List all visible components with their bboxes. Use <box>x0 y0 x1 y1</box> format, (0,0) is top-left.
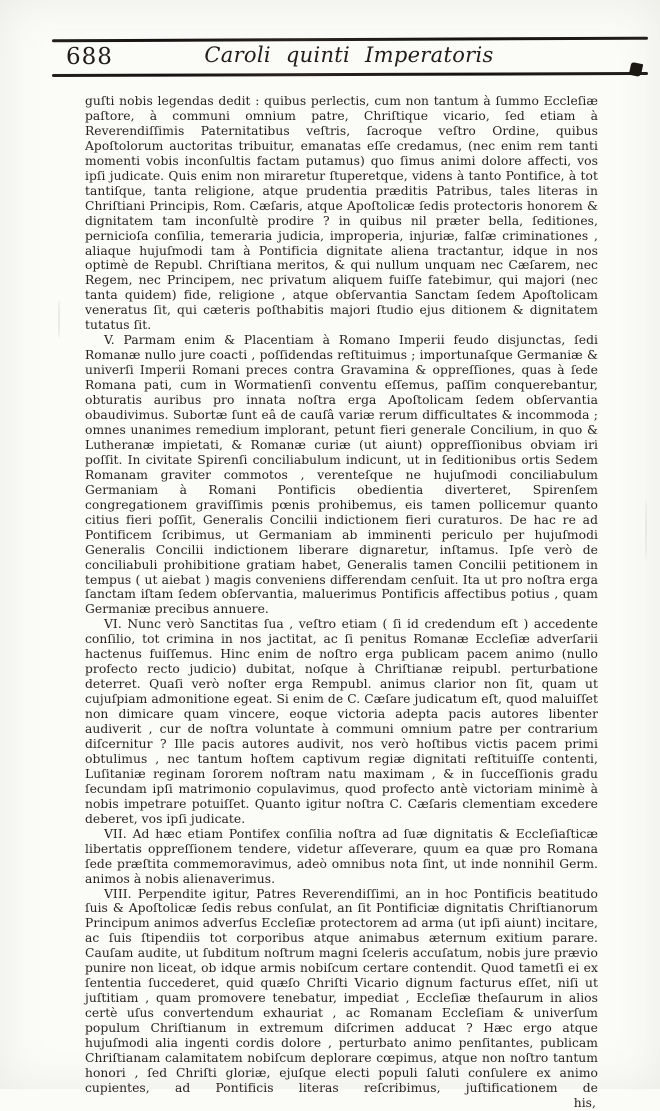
body-paragraph-viii: VIII. Perpendite igitur, Patres Reverendiſſimi, an in hoc Pontificis beatitudo ſuis & Apoſtolicæ ſedis rebus conſulat, an ſit Pontificiæ dignitatis Chriſtianorum Principum animos adverſus Eccleſiæ protectorem ad arma (ut ipſi aiunt) incitare, ac ſuis ſtipendiis tot corporibus atque animabus æternum exitium parare. Cauſam audite, ut ſubditum noſtrum magni ſceleris accuſatum, nobis jure prævio punire non liceat, ob idque armis nobiſcum certare contendit. Quod tametſi ei ex ſententia ſuccederet, quid quæſo Chriſti Vicario dignum facturus eſſet, niſi ut juſtitiam , quam promovere tenebatur, impediat , Eccleſiæ theſaurum in alios certè uſus convertendum exhauriat , ac Romanam Eccleſiam & univerſum populum Chriſtianum in extremum diſcrimen adducat ? Hæc ergo atque hujuſmodi alia ingenti cordis dolore , perturbato animo penſitantes, publicam Chriſtianam calamitatem nobiſcum deplorare cœpimus, atque non noſtro tantum honori , ſed Chriſti gloriæ, ejuſque electi populi ſaluti conſulere ex animo cupientes, ad Pontificis literas reſcribimus, juſtificationem de <box>85 886 598 1095</box>
running-title: Caroli quinti Imperatoris <box>204 43 494 67</box>
body-paragraph-continuation: guſti nobis legendas dedit : quibus perlectis, cum non tantum à ſummo Eccleſiæ paſtore, à communi omnium patre, Chriſtique vicario, ſed etiam à Reverendiſſimis Paternitatibus veſtris, ſacroque veſtro Ordine, quibus Apoſtolorum auctoritas tribuitur, emanatas eſſe credamus, (nec enim rem tanti momenti vobis inconſultis factam putamus) quo ſimus animi dolore affecti, vos ipſi judicate. Quis enim non miraretur ſtuperetque, videns à tanto Pontifice, à tot tantiſque, tanta religione, atque prudentia præditis Patribus, tales literas in Chriſtiani Principis, Rom. Cæſaris, atque Apoſtolicæ ſedis protectoris honorem & dignitatem tam inconſultè prodire ? in quibus nil præter bella, ſeditiones, pernicioſa conſilia, temeraria judicia, improperia, injuriæ, falſæ criminationes , aliaque hujuſmodi tam à Pontificia dignitate aliena tractantur, idque in nos optimè de Republ. Chriſtiana meritos, & qui nullum unquam nec Cæſarem, nec Regem, nec Principem, nec privatum aliquem fuiſſe fatebimur, qui majori (nec tanta quidem) fide, religione , atque obſervantia Sanctam ſedem Apoſtolicam veneratus ſit, qui cæteris poſthabitis majori ſtudio ejus ditionem & dignitatem tutatus ſit. <box>85 94 598 333</box>
body-paragraph-v: V. Parmam enim & Placentiam à Romano Imperii feudo disjunctas, ſedi Romanæ nullo jure coacti , poſſidendas reſtituimus ; importunaſque Germaniæ & univerſi Imperii Romani preces contra Gravamina & oppreſſiones, quas à ſede Romana pati, cum in Wormatienſi conventu eſſemus, paſſim conquerebantur, obturatis auribus pro innata noſtra erga Apoſtolicam ſedem obſervantia obaudivimus. Subortæ ſunt eâ de cauſâ variæ rerum difficultates & incommoda ; omnes unanimes remedium implorant, petunt fieri generale Concilium, in quo & Lutheranæ impietati, & Romanæ curiæ (ut aiunt) oppreſſionibus obviam iri poſſit. In civitate Spirenſi conciliabulum indicunt, ut in ſeditionibus ortis Sedem Romanam graviter commotos , verenteſque ne hujuſmodi conciliabulum Germaniam à Romani Pontificis obedientia diverteret, Spirenſem congregationem graviſſimis pœnis prohibemus, eis tamen pollicemur quanto citius fieri poſſit, Generalis Concilii indictionem fieri curaturos. De hac re ad Pontificem ſcribimus, ut Germaniam ab imminenti periculo per hujuſmodi Generalis Concilii indictionem liberare dignaretur, inſtamus. Ipſe verò de conciliabuli prohibitione gratiam habet, Generalis tamen Concilii petitionem in tempus ( ut aiebat ) magis conveniens differendam cenſuit. Ita ut pro noſtra erga ſanctam iſtam ſedem obſervantia, maluerimus Pontificis affectibus potius , quam Germaniæ precibus annuere. <box>85 333 598 617</box>
scan-speck <box>645 500 647 560</box>
header-rule-bottom <box>52 72 648 77</box>
body-paragraph-vi: VI. Nunc verò Sanctitas ſua , veſtro etiam ( ſi id credendum eſt ) accedente conſilio, tot crimina in nos jactitat, ac ſi penitus Romanæ Eccleſiæ adverſarii hactenus fuiſſemus. Hinc enim de noſtro erga publicam pacem animo (nullo profecto recto judicio) dubitat, noſque à Chriſtianæ reipubl. perturbatione deterret. Quaſi verò noſter erga Rempubl. animus clarior non ſit, quam ut cujuſpiam admonitione egeat. Si enim de C. Cæſare judicatum eſt, quod maluiſſet non dimicare quam vincere, eoque victoria adepta pacis autores libenter audiverit , cur de noſtra voluntate à communi omnium patre per contrarium diſcernitur ? Ille pacis autores audivit, nos verò hoſtibus victis pacem primi obtulimus , nec tantum hoſtem captivum regiæ dignitati reſtituiſſe contenti, Luſitaniæ reginam ſororem noſtram natu maximam , & in ſucceſſionis gradu ſecundam ipſi matrimonio copulavimus, quod profecto antè victoriam minimè à nobis impetrare potuiſſet. Quanto igitur noſtra C. Cæſaris clementiam excedere deberet, vos ipſi judicate. <box>85 617 598 826</box>
text-block <box>85 94 598 1111</box>
page-header <box>52 42 646 72</box>
catchword: his, <box>573 1095 596 1110</box>
page-number: 688 <box>66 44 113 70</box>
body-paragraph-vii: VII. Ad hæc etiam Pontifex conſilia noſtra ad ſuæ dignitatis & Eccleſiaſticæ libertatis oppreſſionem tendere, videtur aſſeverare, quum ea quæ pro Romana ſede præſtita commemoravimus, adeò omnibus nota ſint, ut inde nonnihil Germ. animos à nobis alienaverimus. <box>85 826 598 886</box>
scan-speck <box>58 300 60 338</box>
